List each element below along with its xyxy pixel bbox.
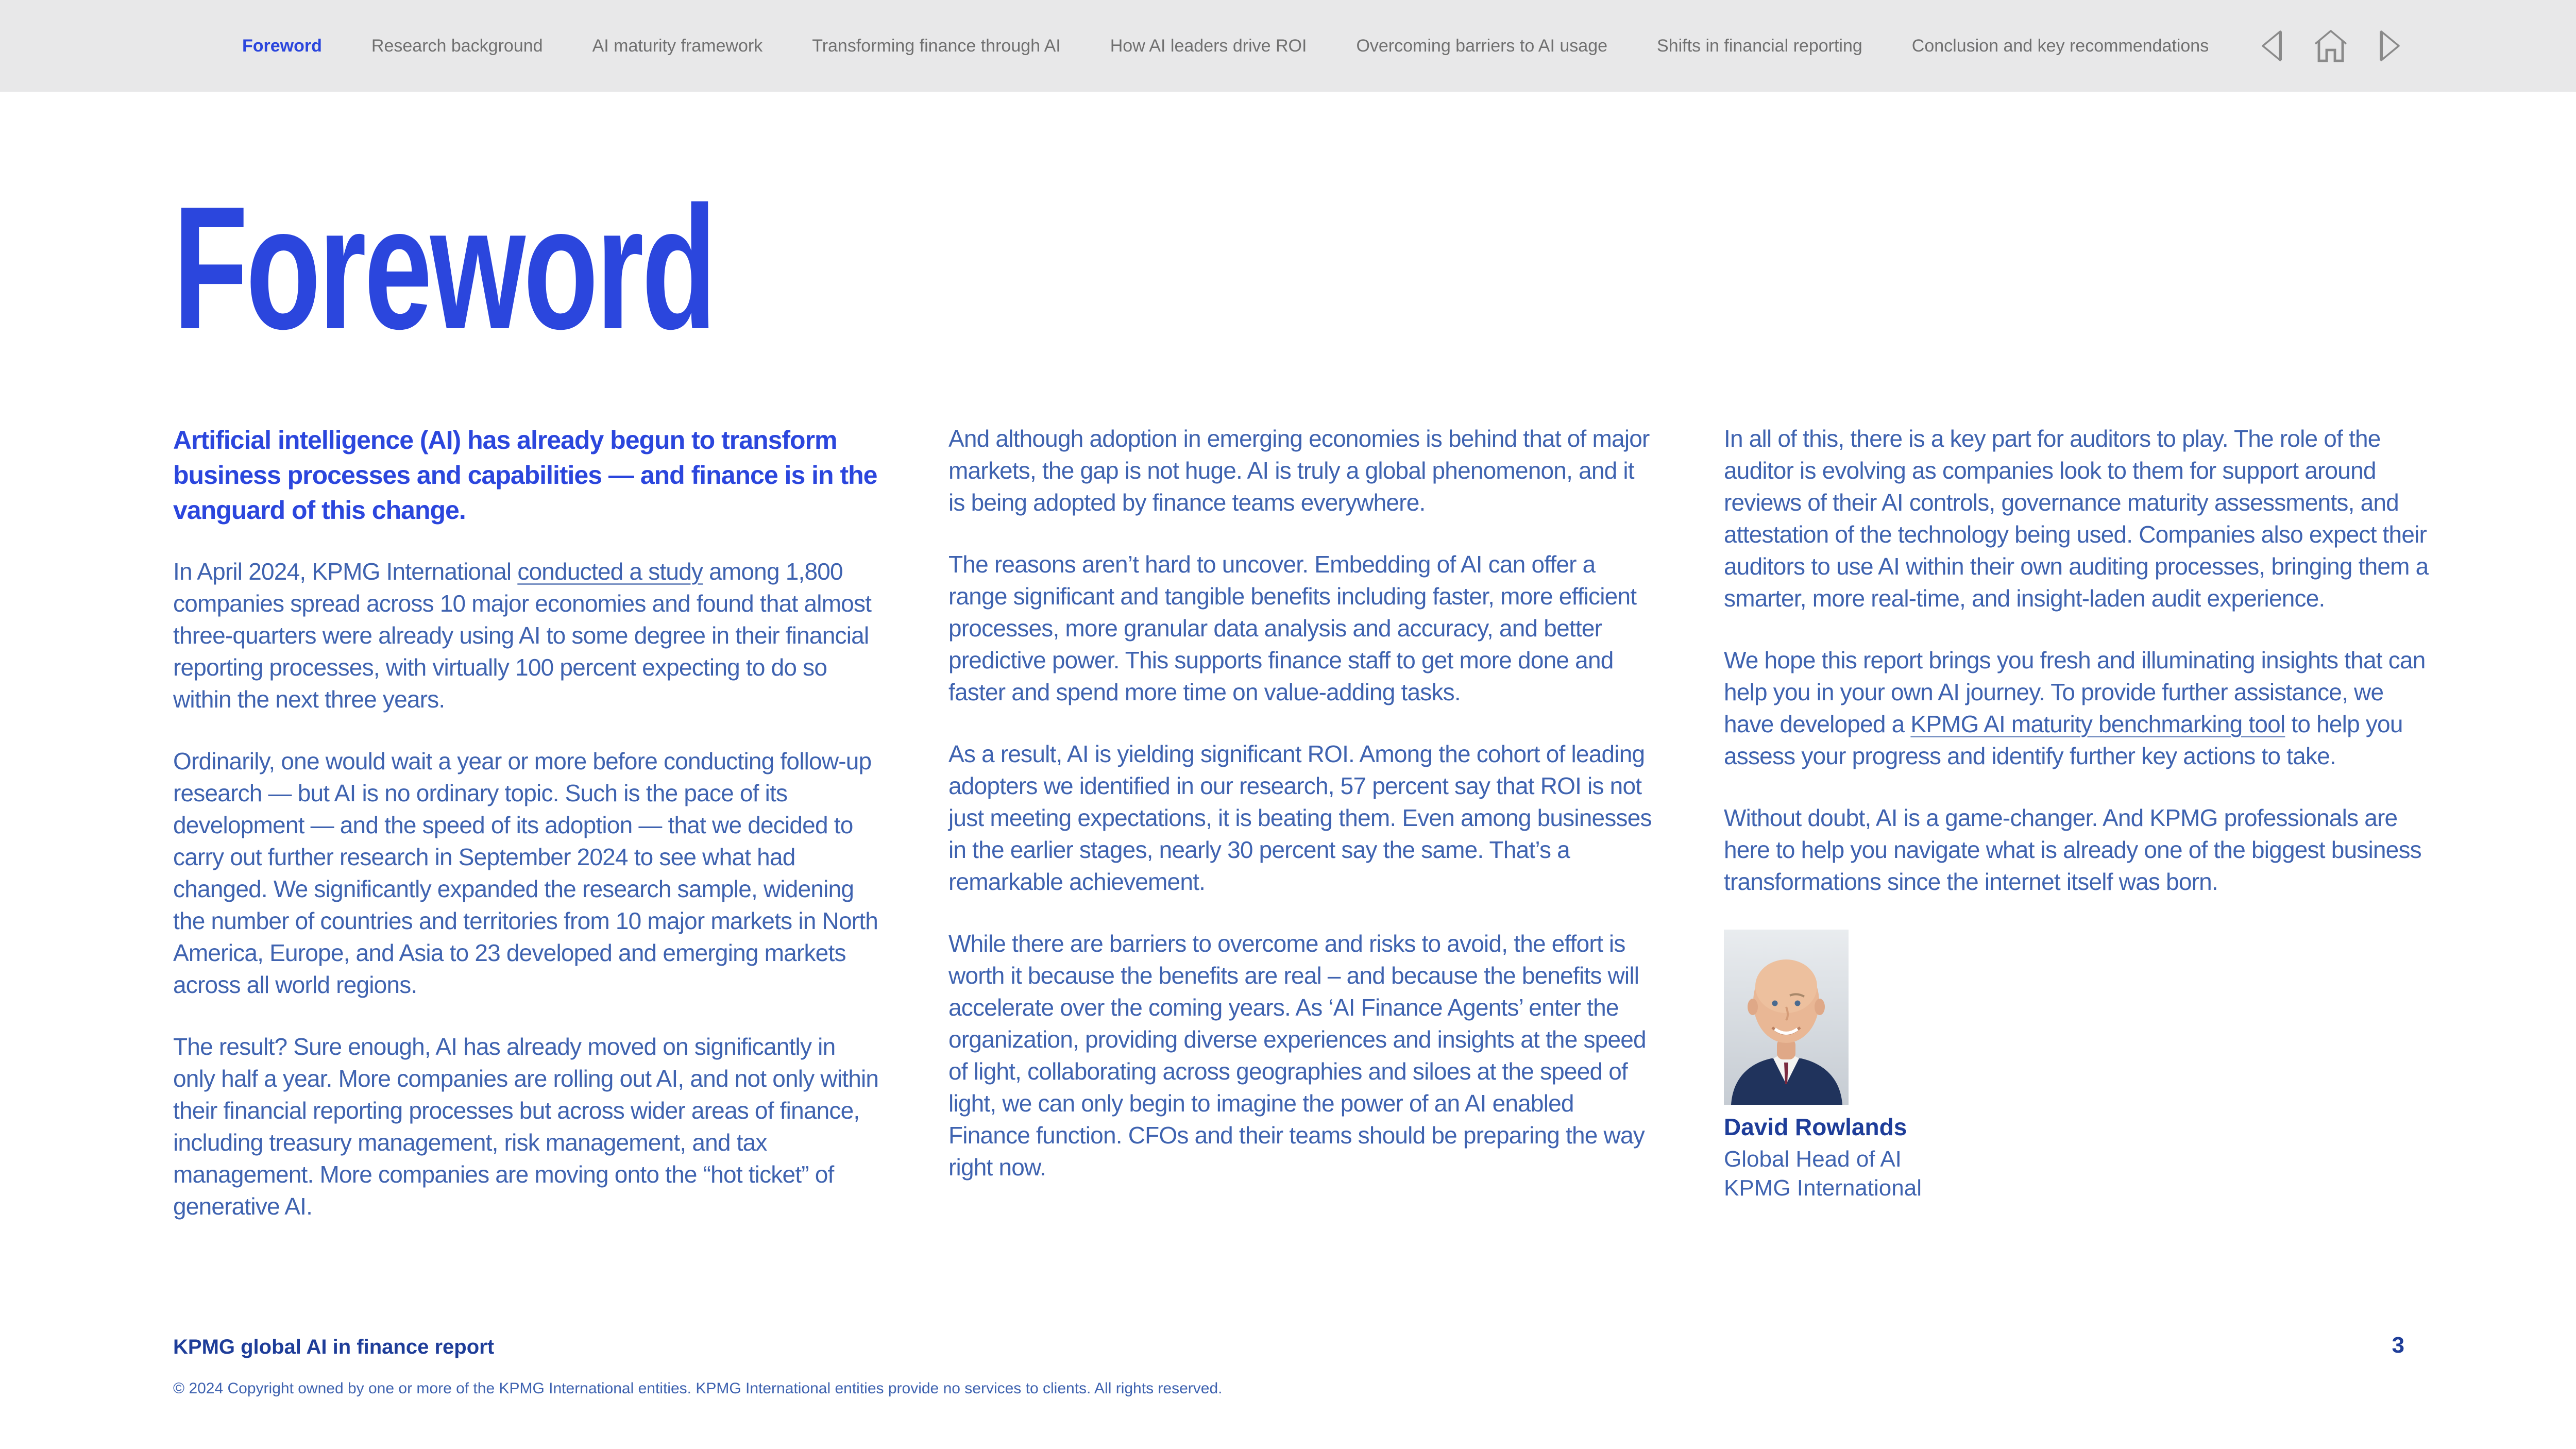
chevron-right-icon <box>2374 29 2403 63</box>
footer-copyright: © 2024 Copyright owned by one or more of the KPMG International entities. KPMG International entities provide no services to clients. All rights reserved. <box>173 1380 1223 1397</box>
author-role: Global Head of AI <box>1724 1147 1902 1172</box>
home-icon <box>2313 29 2349 63</box>
paragraph: And although adoption in emerging economies is behind that of major markets, the gap is not huge. AI is truly a global phenomenon, and it is being adopted by finance teams everywhere. <box>948 425 1650 516</box>
nav-item-overcoming-barriers-to-ai-usage[interactable]: Overcoming barriers to AI usage <box>1356 36 1608 56</box>
paragraph: In all of this, there is a key part for auditors to play. The role of the auditor is evolving as companies look to them for support around reviews of their AI controls, governance maturity assessments, and attestation of the technology being used. Companies also expect their auditors to use AI within their own auditing processes, bringing them a smarter, more real-time, and insight-laden audit experience. <box>1724 425 2429 612</box>
nav-item-conclusion-and-key-recommendations[interactable]: Conclusion and key recommendations <box>1911 36 2209 56</box>
nav-prev-button[interactable] <box>2258 29 2288 63</box>
nav-item-ai-maturity-framework[interactable]: AI maturity framework <box>592 36 763 56</box>
body-columns <box>173 423 2430 1252</box>
author-name: David Rowlands <box>1724 1114 1907 1140</box>
ai-maturity-benchmarking-tool-link[interactable]: KPMG AI maturity benchmarking tool <box>1910 711 2285 737</box>
paragraph <box>173 555 879 715</box>
nav-next-button[interactable] <box>2374 29 2403 63</box>
portrait-photo-placeholder <box>1724 930 1849 1105</box>
lead-paragraph: Artificial intelligence (AI) has already begun to transform business processes and capabilities — and finance is in the vanguard of this change. <box>173 426 877 525</box>
conducted-a-study-link[interactable]: conducted a study <box>517 558 703 585</box>
paragraph-text: In April 2024, KPMG International <box>173 558 518 585</box>
paragraph-text: to help you assess your progress and identify further key actions to take. <box>1724 711 2403 769</box>
top-nav <box>0 0 2576 92</box>
nav-item-research-background[interactable]: Research background <box>371 36 543 56</box>
page-number: 3 <box>2392 1333 2404 1358</box>
column-2 <box>948 423 1654 1252</box>
paragraph: Without doubt, AI is a game-changer. And KPMG professionals are here to help you navigate what is already one of the biggest business transformations since the internet itself was born. <box>1724 804 2421 895</box>
footer-report-title: KPMG global AI in finance report <box>173 1336 495 1358</box>
page-title: Foreword <box>173 170 715 366</box>
nav-pager <box>2258 29 2403 63</box>
nav-item-transforming-finance-through-ai[interactable]: Transforming finance through AI <box>812 36 1061 56</box>
chevron-left-icon <box>2258 29 2288 63</box>
author-profile <box>1724 930 2430 1203</box>
nav-home-button[interactable] <box>2313 29 2349 63</box>
nav-item-how-ai-leaders-drive-roi[interactable]: How AI leaders drive ROI <box>1110 36 1307 56</box>
nav-item-foreword[interactable]: Foreword <box>242 36 322 56</box>
nav-item-shifts-in-financial-reporting[interactable]: Shifts in financial reporting <box>1657 36 1862 56</box>
author-photo <box>1724 930 1849 1105</box>
author-org: KPMG International <box>1724 1175 1922 1201</box>
paragraph: Ordinarily, one would wait a year or more before conducting follow-up research — but AI is no ordinary topic. Such is the pace of its development — and the speed of its adoption — that we decided to carry out further research in September 2024 to see what had changed. We significantly expanded the research sample, widening the number of countries and territories from 10 major markets in North America, Europe, and Asia to 23 developed and emerging markets across all world regions. <box>173 748 878 998</box>
paragraph: As a result, AI is yielding significant ROI. Among the cohort of leading adopters we identified in our research, 57 percent say that ROI is not just meeting expectations, it is beating them. Even among businesses in the earlier stages, nearly 30 percent say the same. That’s a remarkable achievement. <box>948 740 1652 895</box>
column-1 <box>173 423 879 1252</box>
paragraph <box>1724 644 2430 772</box>
column-3 <box>1724 423 2430 1252</box>
paragraph-text: We hope this report brings you fresh and illuminating insights that can help you in your own AI journey. To provide further assistance, we have developed a <box>1724 647 2426 737</box>
paragraph-text: among 1,800 companies spread across 10 major economies and found that almost three-quarters were already using AI to some degree in their financial reporting processes, with virtually 100 percent expecting to do so within the next three years. <box>173 558 872 713</box>
paragraph: The result? Sure enough, AI has already moved on significantly in only half a year. More companies are rolling out AI, and not only within their financial reporting processes but across wider areas of finance, including treasury management, risk management, and tax management. More companies are moving onto the “hot ticket” of generative AI. <box>173 1033 879 1220</box>
paragraph: The reasons aren’t hard to uncover. Embedding of AI can offer a range significant and tangible benefits including faster, more efficient processes, more granular data analysis and accuracy, and better predictive power. This supports finance staff to get more done and faster and spend more time on value-adding tasks. <box>948 551 1637 705</box>
paragraph: While there are barriers to overcome and risks to avoid, the effort is worth it because the benefits are real – and because the benefits will accelerate over the coming years. As ‘AI Finance Agents’ enter the organization, providing diverse experiences and insights at the speed of light, collaborating across geographies and siloes at the speed of light, we can only begin to imagine the power of an AI enabled Finance function. CFOs and their teams should be preparing the way right now. <box>948 930 1646 1181</box>
